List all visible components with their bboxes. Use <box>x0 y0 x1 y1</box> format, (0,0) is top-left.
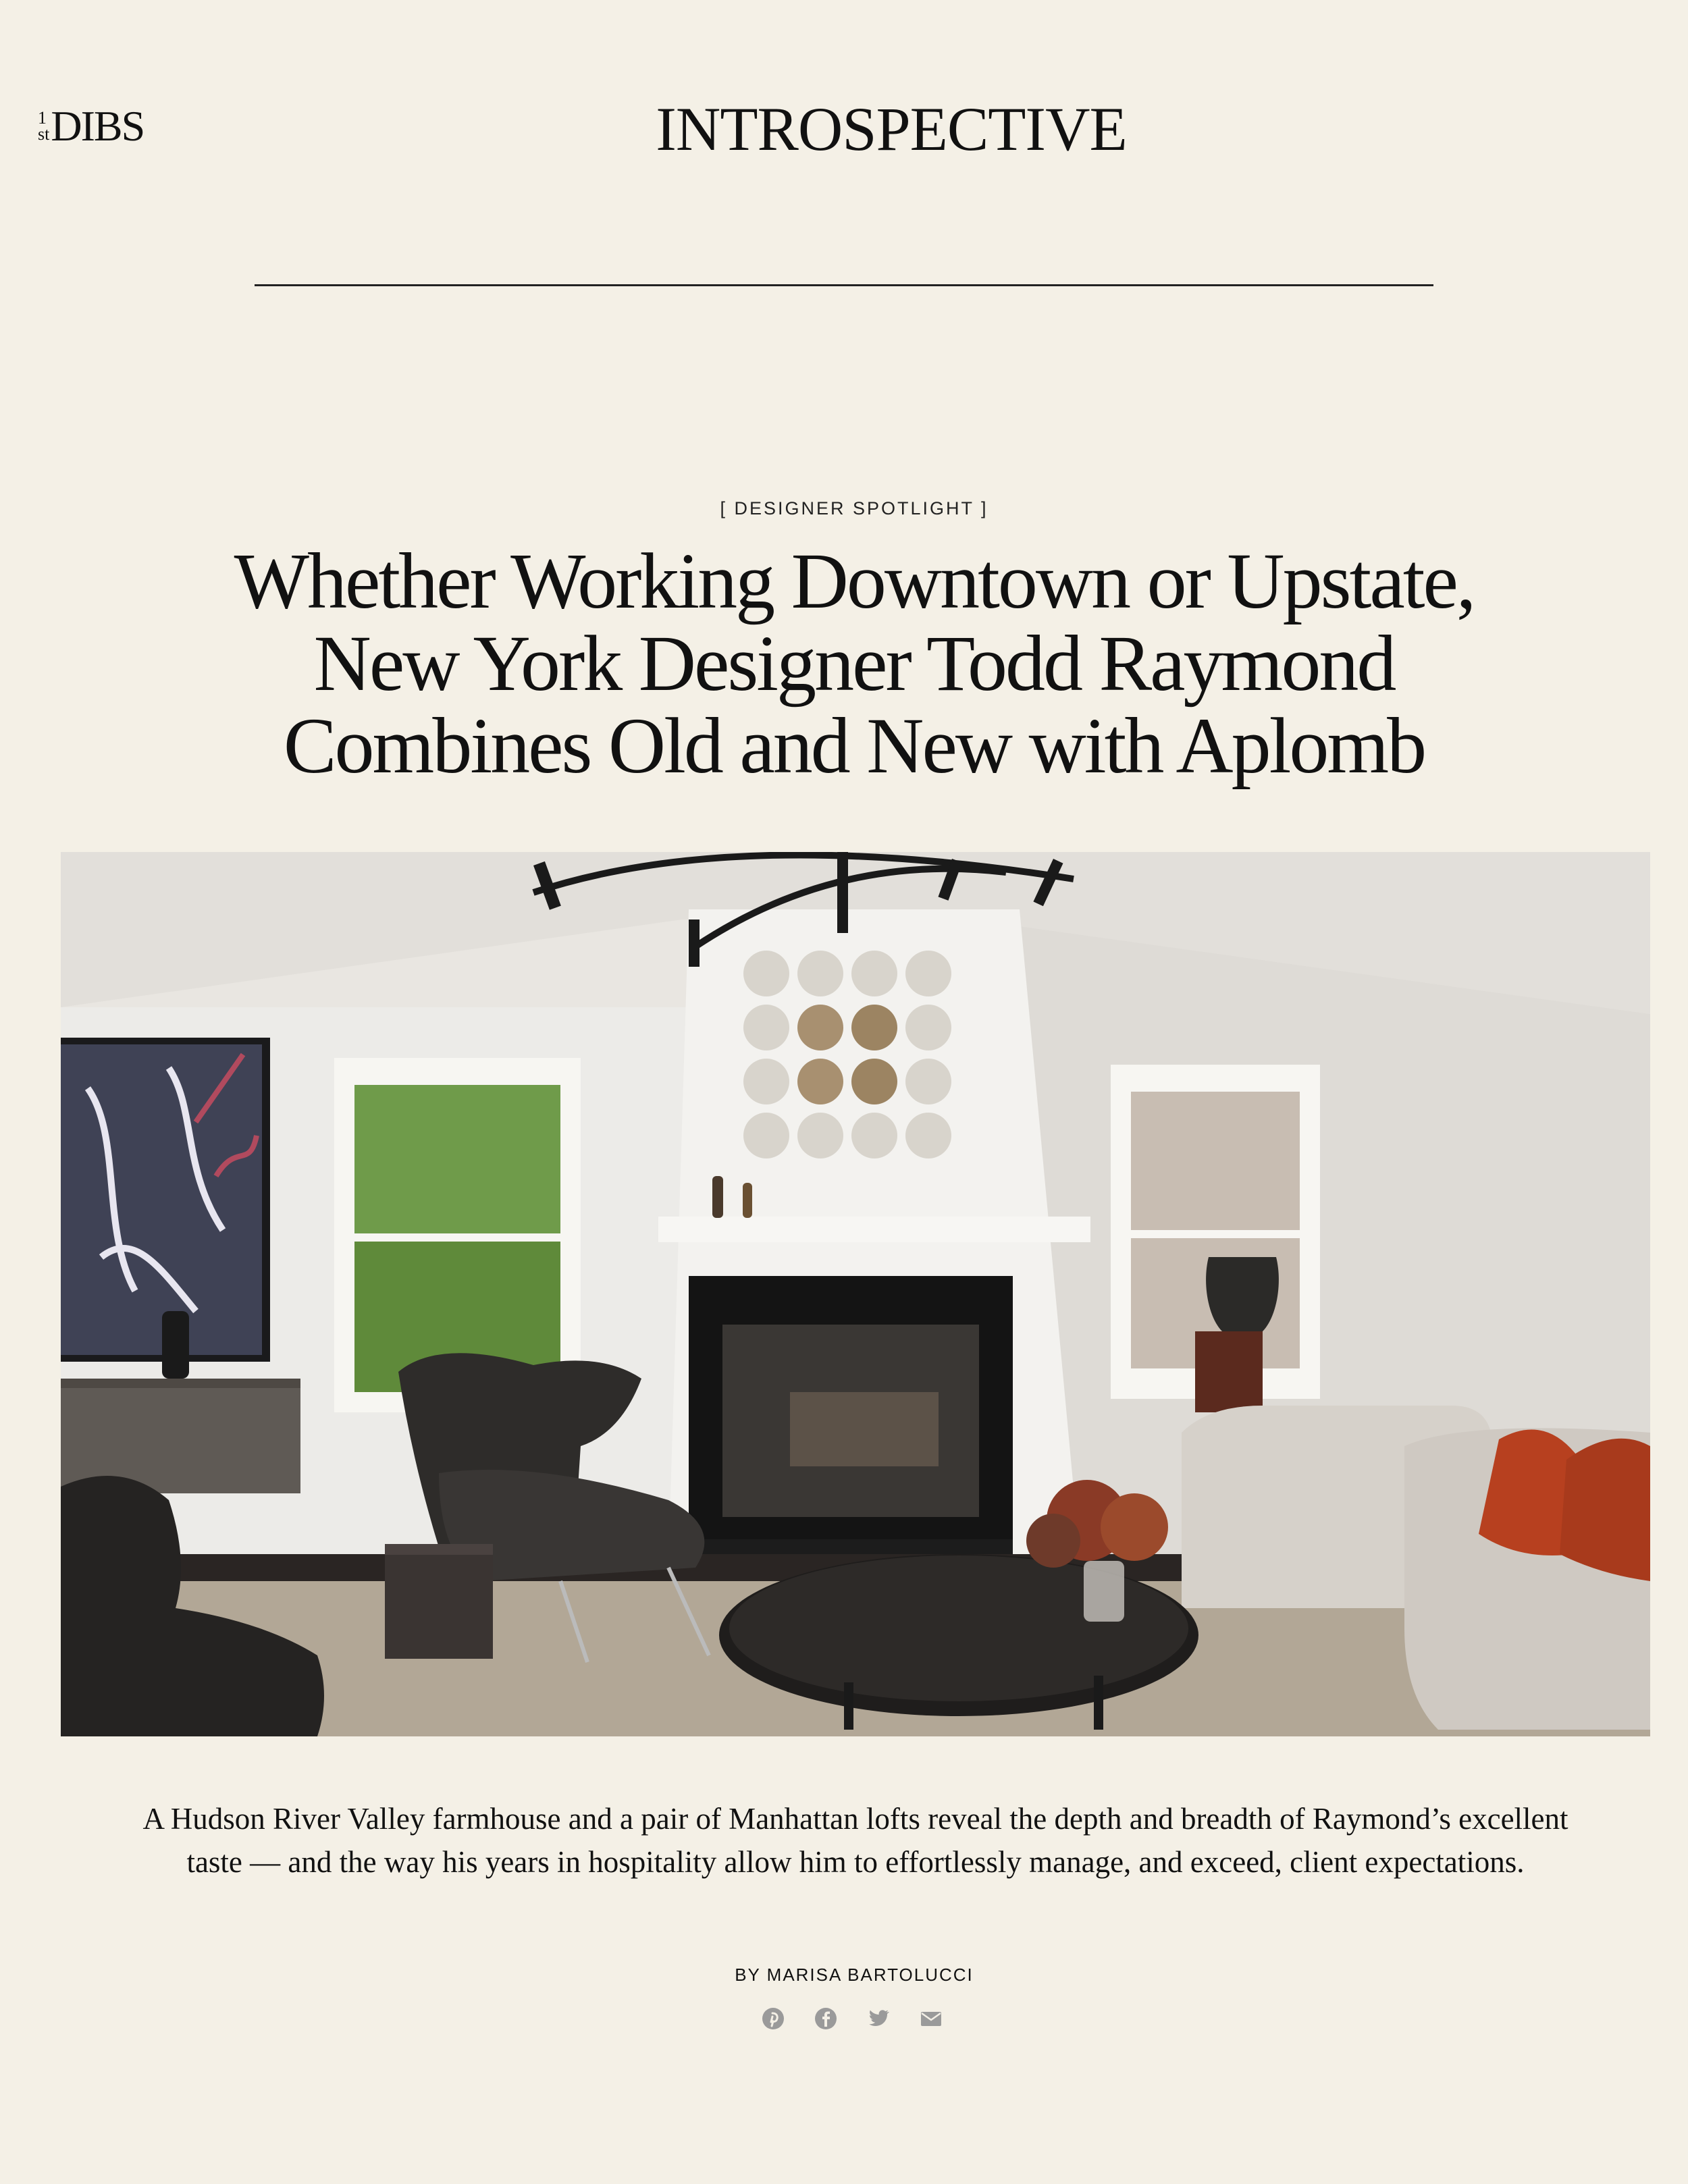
headline-line-2: New York Designer Todd Raymond <box>313 619 1395 708</box>
headline-line-1: Whether Working Downtown or Upstate, <box>234 537 1475 625</box>
article-category[interactable]: [ DESIGNER SPOTLIGHT ] <box>720 498 988 518</box>
hero-image <box>61 852 1650 1736</box>
pinterest-icon[interactable] <box>761 2006 785 2031</box>
article-byline[interactable]: BY MARISA BARTOLUCCI <box>735 1965 974 1985</box>
article-deck: A Hudson River Valley farmhouse and a pair of Manhattan lofts reveal the depth and breadth of Raymond’s excellent taste — and the way his years in hospitality allow him to effortlessly manage, and exceed, client expectations. <box>142 1802 1568 1879</box>
share-bar <box>761 2006 943 2031</box>
logo-text: DIBS <box>51 102 144 150</box>
twitter-icon[interactable] <box>866 2006 891 2031</box>
logo-prefix-top: 1 <box>38 108 47 128</box>
logo-prefix-bottom: st <box>38 124 50 144</box>
header-divider <box>255 284 1433 286</box>
brand-title[interactable]: INTROSPECTIVE <box>656 95 1127 163</box>
headline-line-3: Combines Old and New with Aplomb <box>283 701 1425 790</box>
facebook-icon[interactable] <box>814 2006 838 2031</box>
email-icon[interactable] <box>919 2006 943 2031</box>
article-headline <box>169 537 1539 790</box>
